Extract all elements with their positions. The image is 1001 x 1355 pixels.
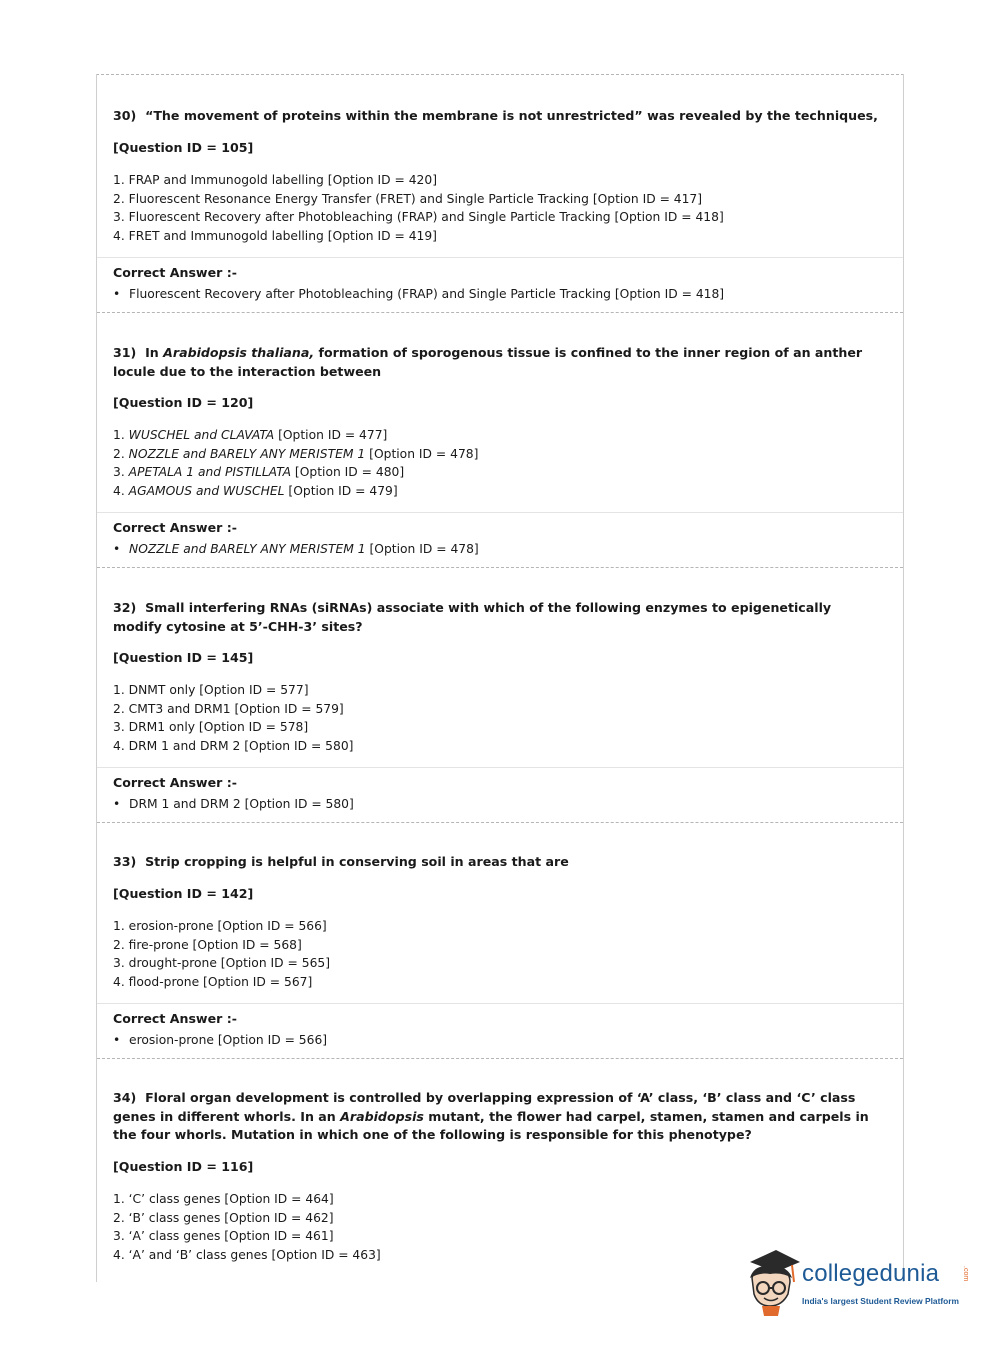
question-number: 33) xyxy=(113,854,137,869)
option-item: 1. ‘C’ class genes [Option ID = 464] xyxy=(113,1192,334,1206)
question-body: Strip cropping is helpful in conserving soil in areas that are xyxy=(145,854,569,869)
question-body: Small interfering RNAs (siRNAs) associate with which of the following enzymes to epigenetically modify cytosine at 5’-CHH-3’ sites? xyxy=(113,600,832,634)
option-number: 3. xyxy=(113,465,125,480)
answer-separator xyxy=(97,1003,903,1004)
option-genes: APETALA 1 and PISTILLATA xyxy=(128,465,291,480)
correct-answer xyxy=(113,797,354,811)
option-item: 4. flood-prone [Option ID = 567] xyxy=(113,974,313,989)
option-item xyxy=(113,463,478,482)
option-item: 4. DRM 1 and DRM 2 [Option ID = 580] xyxy=(113,738,354,753)
option-id: [Option ID = 478] xyxy=(369,446,479,461)
question-text xyxy=(113,599,883,636)
options-list xyxy=(113,681,353,755)
option-item: 2. Fluorescent Resonance Energy Transfer (FRET) and Single Particle Tracking [Option ID = 417] xyxy=(113,191,703,206)
bullet-icon: • xyxy=(113,287,121,301)
question-paper xyxy=(96,74,904,1282)
question-text xyxy=(113,107,883,126)
answer-separator xyxy=(97,512,903,513)
options-list xyxy=(113,1190,381,1264)
option-number: 1. xyxy=(113,428,125,442)
option-id: [Option ID = 479] xyxy=(288,483,398,498)
option-genes: NOZZLE and BARELY ANY MERISTEM 1 xyxy=(128,446,366,461)
option-genes: AGAMOUS and WUSCHEL xyxy=(128,483,285,498)
option-item xyxy=(113,445,478,464)
question-body-1: In xyxy=(145,345,164,360)
option-item xyxy=(113,426,478,445)
option-id: [Option ID = 477] xyxy=(278,428,388,442)
bullet-icon: • xyxy=(113,542,121,556)
question-id: [Question ID = 142] xyxy=(113,886,254,901)
answer-separator xyxy=(97,767,903,768)
option-item: 3. drought-prone [Option ID = 565] xyxy=(113,956,331,971)
option-item: 2. CMT3 and DRM1 [Option ID = 579] xyxy=(113,701,344,716)
correct-answer xyxy=(113,1033,327,1047)
question-divider xyxy=(97,822,903,823)
question-id: [Question ID = 120] xyxy=(113,395,254,410)
correct-answer-text: erosion-prone [Option ID = 566] xyxy=(129,1033,328,1047)
question-body-2: formation of sporogenous tissue is confined to the inner region of an anther locule due to the interaction between xyxy=(113,345,863,379)
correct-answer-label: Correct Answer :- xyxy=(113,1011,237,1026)
species-name: Arabidopsis xyxy=(340,1108,424,1124)
mascot-icon xyxy=(742,1248,802,1318)
question-body-1: Floral organ development is controlled by overlapping expression of ‘A’ class, ‘B’ class and ‘C’ class genes in different whorls. In an xyxy=(113,1090,856,1124)
question-text xyxy=(113,853,883,872)
option-item: 1. FRAP and Immunogold labelling [Option ID = 420] xyxy=(113,173,438,187)
options-list xyxy=(113,917,330,991)
logo-wordmark: collegedunia xyxy=(802,1260,940,1287)
question-divider xyxy=(97,1058,903,1059)
correct-answer xyxy=(113,287,724,301)
option-item: 1. DNMT only [Option ID = 577] xyxy=(113,683,309,697)
question-text xyxy=(113,1089,883,1145)
option-item: 2. fire-prone [Option ID = 568] xyxy=(113,937,302,952)
question-id: [Question ID = 116] xyxy=(113,1159,254,1174)
question-body: “The movement of proteins within the membrane is not unrestricted” was revealed by the techniques, xyxy=(145,108,878,123)
answer-separator xyxy=(97,257,903,258)
option-item: 3. Fluorescent Recovery after Photobleaching (FRAP) and Single Particle Tracking [Option ID = 418] xyxy=(113,210,724,225)
question-number: 34) xyxy=(113,1090,137,1105)
correct-answer-genes: NOZZLE and BARELY ANY MERISTEM 1 xyxy=(129,542,366,556)
option-item xyxy=(113,482,478,501)
correct-answer-label: Correct Answer :- xyxy=(113,265,237,280)
option-number: 2. xyxy=(113,446,125,461)
question-number: 30) xyxy=(113,108,137,123)
bullet-icon: • xyxy=(113,1033,121,1047)
option-item: 3. ‘A’ class genes [Option ID = 461] xyxy=(113,1229,334,1244)
question-body-2: mutant, the flower had carpel, stamen, stamen and carpels in the four whorls. Mutation in which one of the following is responsible for this phenotype? xyxy=(113,1108,869,1143)
question-number: 31) xyxy=(113,345,137,360)
correct-answer-text: DRM 1 and DRM 2 [Option ID = 580] xyxy=(129,797,354,811)
question-id: [Question ID = 105] xyxy=(113,140,254,155)
option-item: 2. ‘B’ class genes [Option ID = 462] xyxy=(113,1210,334,1225)
question-text xyxy=(113,344,883,381)
question-id: [Question ID = 145] xyxy=(113,650,254,665)
correct-answer-id: [Option ID = 478] xyxy=(369,542,479,556)
option-item: 1. erosion-prone [Option ID = 566] xyxy=(113,919,327,933)
option-number: 4. xyxy=(113,483,125,498)
option-genes: WUSCHEL and CLAVATA xyxy=(128,428,275,442)
options-list xyxy=(113,426,478,500)
shirt-shape xyxy=(762,1306,780,1316)
question-divider xyxy=(97,312,903,313)
question-divider xyxy=(97,567,903,568)
option-item: 4. FRET and Immunogold labelling [Option ID = 419] xyxy=(113,228,437,243)
logo-tagline: India's largest Student Review Platform xyxy=(802,1296,959,1306)
correct-answer-text: Fluorescent Recovery after Photobleaching (FRAP) and Single Particle Tracking [Option ID = 418] xyxy=(129,287,725,301)
correct-answer-label: Correct Answer :- xyxy=(113,520,237,535)
options-list xyxy=(113,171,724,245)
question-number: 32) xyxy=(113,600,137,615)
correct-answer xyxy=(113,542,479,556)
species-name: Arabidopsis thaliana, xyxy=(163,345,315,360)
option-id: [Option ID = 480] xyxy=(294,465,405,480)
option-item: 3. DRM1 only [Option ID = 578] xyxy=(113,720,309,735)
option-item: 4. ‘A’ and ‘B’ class genes [Option ID = 463] xyxy=(113,1247,381,1262)
bullet-icon: • xyxy=(113,797,121,811)
cap-tassel xyxy=(792,1265,794,1282)
collegedunia-logo[interactable] xyxy=(742,1248,972,1318)
logo-dotcom: .com xyxy=(962,1266,969,1282)
correct-answer-label: Correct Answer :- xyxy=(113,775,237,790)
